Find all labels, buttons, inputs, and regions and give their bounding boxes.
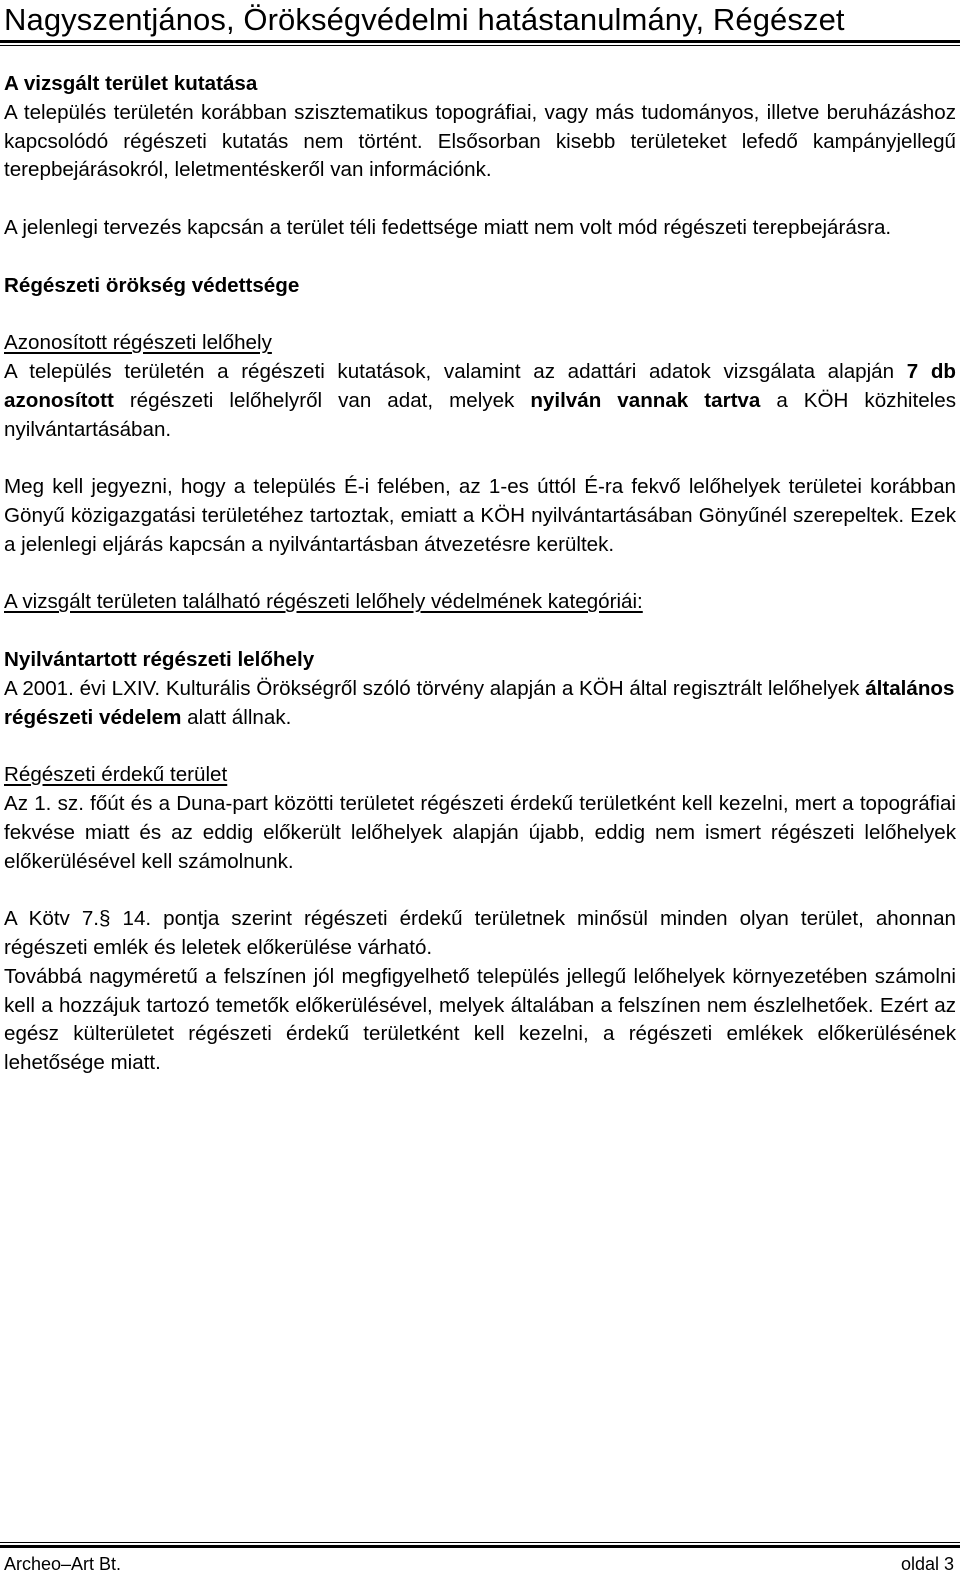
interest-paragraph-1: Az 1. sz. főút és a Duna-part közötti területet régészeti érdekű területként kell kezelni, mert a topográfiai fekvése miatt és az eddig előkerült lelőhelyek alapján újabb, eddig nem ismert régészeti lelőhelyek előkerülésével kell számolnunk. — [4, 791, 956, 873]
header-divider-thin — [0, 45, 960, 46]
protection-heading: Régészeti örökség védettsége — [4, 273, 300, 297]
page-header — [0, 0, 960, 46]
identified-text-2: régészeti lelőhelyről van adat, melyek — [113, 388, 531, 412]
registered-site-heading: Nyilvántartott régészeti lelőhely — [4, 647, 315, 671]
interest-paragraph-2: A Kötv 7.§ 14. pontja szerint régészeti érdekű területnek minősül minden olyan terület, ahonnan régészeti emlék és leletek előkerülése várható. — [4, 907, 956, 959]
registered-text-1: A 2001. évi LXIV. Kulturális Örökségről szóló törvény alapján a KÖH által regisztrált lelőhelyek — [4, 676, 866, 700]
registered-text-2: alatt állnak. — [181, 705, 292, 729]
survey-heading: A vizsgált terület kutatása — [4, 72, 258, 95]
interest-paragraph-3: Továbbá nagyméretű a felszínen jól megfigyelhető település jellegű lelőhelyek környezetében számolni kell a hozzájuk tartozó temetők előkerülésével, melyek általában a felszínen nem észlelhetőek. Ezért az egész külterületet régészeti érdekű területként kell kezelni, a régészeti emlékek előkerülésének lehetősége miatt. — [4, 964, 956, 1075]
identified-site-paragraph — [4, 358, 956, 444]
survey-paragraph-1: A település területén korábban szisztematikus topográfiai, vagy más tudományos, illetve beruházáshoz kapcsolódó régészeti kutatás nem történt. Elsősorban kisebb területeket lefedő kampányjellegű terepbejárásokról, leletmentéskeről van információnk. — [4, 100, 956, 182]
footer-company: Archeo–Art Bt. — [4, 1554, 122, 1574]
identified-site-subheading: Azonosított régészeti lelőhely — [4, 331, 272, 355]
identified-count-bold: 7 db azonosított — [4, 359, 956, 412]
registered-site-paragraph — [4, 675, 956, 733]
footer-divider-thin — [0, 1542, 960, 1543]
footer-divider-thick — [0, 1545, 960, 1548]
registered-protection-bold: általános régészeti védelem — [4, 676, 955, 729]
interest-area-heading: Régészeti érdekű terület — [4, 763, 228, 787]
header-divider-thick — [0, 40, 960, 43]
document-body — [4, 70, 956, 1078]
note-paragraph: Meg kell jegyezni, hogy a település É-i felében, az 1-es úttól É-ra fekvő lelőhelyek területei korábban Gönyű közigazgatási területéhez tartoztak, emiatt a KÖH nyilvántartásában Gönyűnél szerepeltek. Ezek a jelenlegi eljárás kapcsán a nyilvántartásban átvezetésre kerültek. — [4, 475, 956, 556]
identified-registered-bold: nyilván vannak tartva — [530, 388, 761, 412]
document-title: Nagyszentjános, Örökségvédelmi hatástanulmány, Régészet — [4, 2, 845, 37]
page-number: oldal 3 — [900, 1554, 954, 1574]
identified-text-3: a KÖH közhiteles nyilvántartásában. — [4, 388, 956, 441]
survey-paragraph-2: A jelenlegi tervezés kapcsán a terület téli fedettsége miatt nem volt mód régészeti terepbejárásra. — [4, 215, 892, 239]
categories-heading: A vizsgált területen található régészeti lelőhely védelmének kategóriái: — [4, 590, 643, 614]
identified-text-1: A település területén a régészeti kutatások, valamint az adattári adatok vizsgálata alapján — [4, 359, 907, 383]
page-footer — [0, 1542, 960, 1588]
